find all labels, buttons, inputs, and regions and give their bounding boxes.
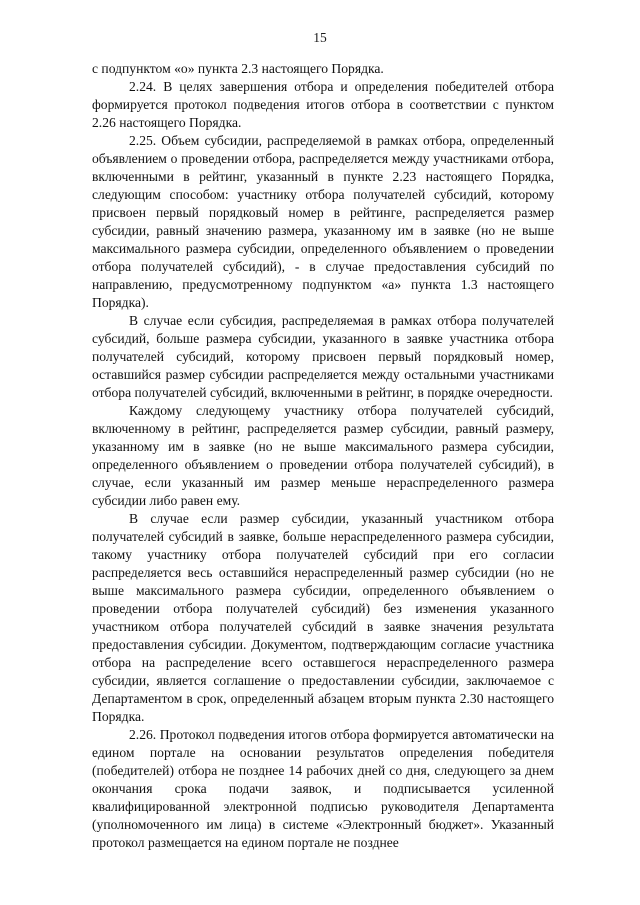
paragraph-clause-2-24: 2.24. В целях завершения отбора и определения победителей отбора формируется протокол подведения итогов отбора в соответствии с пунктом 2.26 настоящего Порядка. [92,79,554,130]
paragraph-exceeding-amount: В случае если размер субсидии, указанный участником отбора получателей субсидий в заявке, больше нераспределенного размера субсидии, такому участнику отбора получателей субсидий при его согласии распределяется весь оставшийся нераспределенный размер субсидии (но не выше максимального размера субсидии, определенного объявлением о проведении отбора получателей субсидий) без изменения указанного участником отбора получателей субсидий в заявке значения результата предоставления субсидии. Документом, подтверждающим согласие участника отбора на распределение всего оставшегося нераспределенного размера субсидии, является соглашение о предоставлении субсидии, заключаемое с Департаментом в срок, определенный абзацем вторым пункта 2.30 настоящего Порядка. [92,511,554,724]
page-number: 15 [313,30,327,45]
paragraph-clause-2-25: 2.25. Объем субсидии, распределяемой в рамках отбора, определенный объявлением о проведении отбора, распределяется между участниками отбора, включенными в рейтинг, указанный в пункте 2.23 настоящего Порядка, следующим способом: участнику отбора получателей субсидий, которому присвоен первый порядковый номер в рейтинге, распределяется размер субсидии, равный значению размера, указанному им в заявке (но не выше максимального размера субсидии, определенного объявлением о проведении отбора получателей субсидий), - в случае предоставления субсидий по направлению, предусмотренному подпунктом «а» пункта 1.3 настоящего Порядка). [92,133,554,310]
paragraph-remaining-subsidy: В случае если субсидия, распределяемая в рамках отбора получателей субсидий, больше размера субсидии, указанного в заявке участника отбора получателей субсидий, которому присвоен первый порядковый номер, оставшийся размер субсидии распределяется между остальными участниками отбора получателей субсидий, включенными в рейтинг, в порядке очередности. [92,313,554,400]
paragraph-continuation: с подпунктом «о» пункта 2.3 настоящего Порядка. [92,61,384,76]
paragraph-next-participant: Каждому следующему участнику отбора получателей субсидий, включенному в рейтинг, распределяется размер субсидии, равный размеру, указанному им в заявке (но не выше максимального размера субсидии, определенного объявлением о проведении отбора получателей субсидий), в случае, если указанный им размер меньше нераспределенного размера субсидии либо равен ему. [92,403,554,508]
paragraph-clause-2-26: 2.26. Протокол подведения итогов отбора формируется автоматически на едином портале на основании результатов определения победителя (победителей) отбора не позднее 14 рабочих дней со дня, следующего за днем окончания срока подачи заявок, и подписывается усиленной квалифицированной электронной подписью руководителя Департамента (уполномоченного им лица) в системе «Электронный бюджет». Указанный протокол размещается на едином портале не позднее [92,727,554,850]
document-body [92,60,554,852]
